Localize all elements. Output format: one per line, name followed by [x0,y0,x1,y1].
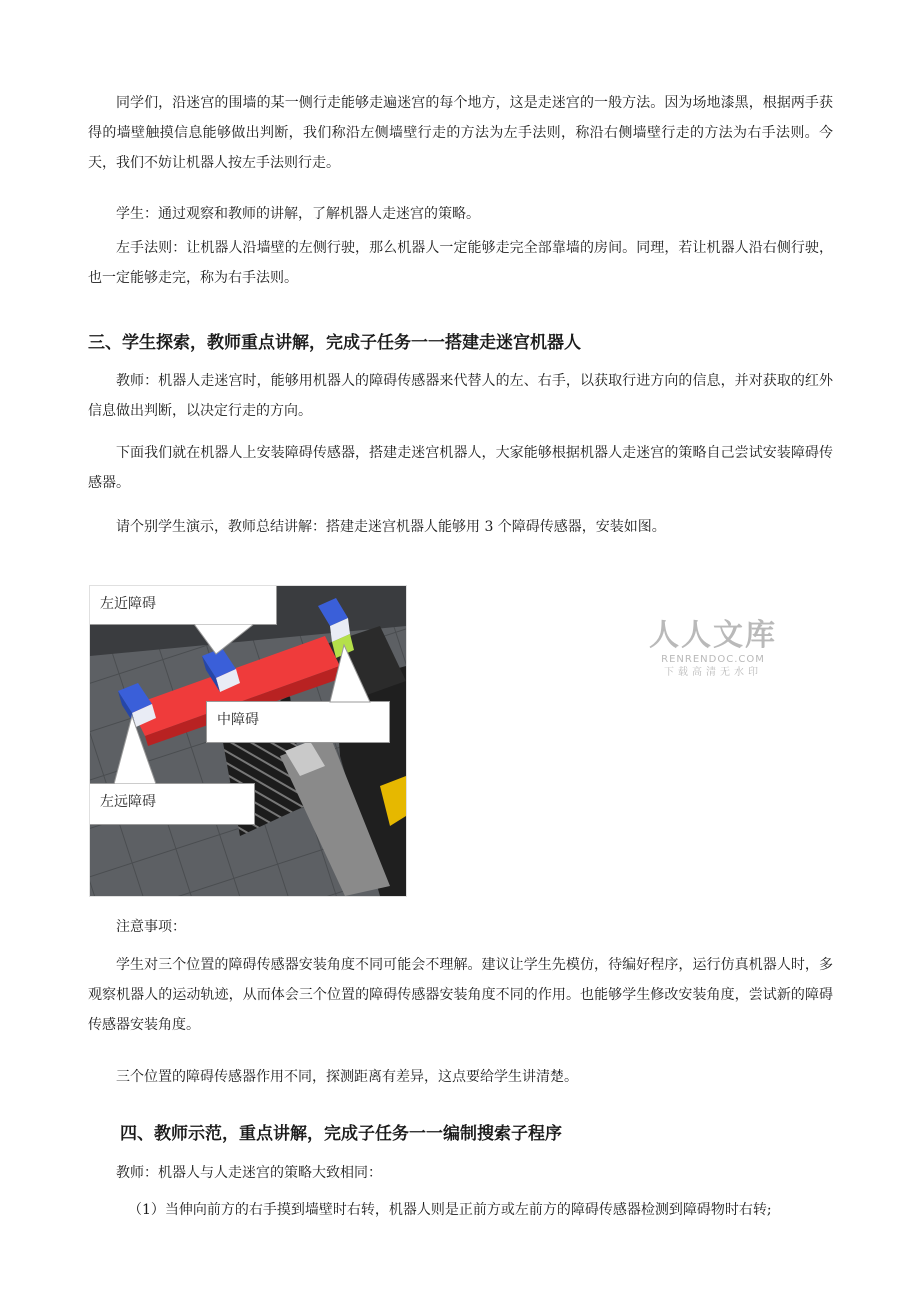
paragraph-step-1: （1）当伸向前方的右手摸到墙壁时右转，机器人则是正前方或左前方的障碍传感器检测到障碍物时右转; [128,1202,772,1218]
paragraph-student-observe: 学生：通过观察和教师的讲解，了解机器人走迷宫的策略。 [116,206,480,222]
section-heading-4: 四、教师示范，重点讲解，完成子任务一一编制搜索子程序 [120,1124,562,1144]
watermark-title: 人人文库 [649,618,777,653]
paragraph-teacher-sensors: 教师：机器人走迷宫时，能够用机器人的障碍传感器来代替人的左、右手，以获取行进方向的信息，并对获取的红外信息做出判断，以决定行走的方向。 [88,373,833,419]
label-left-far-obstacle: 左远障碍 [100,794,156,810]
paragraph-teacher-strategy: 教师：机器人与人走迷宫的策略大致相同： [116,1165,382,1181]
paragraph-maze-method: 同学们，沿迷宫的围墙的某一侧行走能够走遍迷宫的每个地方，这是走迷宫的一般方法。因为场地漆黑，根据两手获得的墙壁触摸信息能够做出判断，我们称沿左侧墙壁行走的方法为左手法则，称沿右侧墙壁行走的方法为右手法则。今天，我们不妨让机器人按左手法则行走。 [88,95,833,171]
callout-pointer-left-far [108,714,158,784]
watermark [648,618,778,680]
callout-middle [206,701,390,743]
label-middle-obstacle: 中障碍 [217,712,259,728]
callout-left-far [89,783,255,825]
callout-left-near [89,585,277,625]
callout-pointer-left-near [194,624,254,656]
paragraph-demo-three-sensors: 请个别学生演示，教师总结讲解：搭建走迷宫机器人能够用 3 个障碍传感器，安装如图。 [116,519,666,535]
watermark-tagline: 下载高清无水印 [664,667,762,678]
paragraph-notes-distance: 三个位置的障碍传感器作用不同，探测距离有差异，这点要给学生讲清楚。 [116,1069,578,1085]
paragraph-notes-angle: 学生对三个位置的障碍传感器安装角度不同可能会不理解。建议让学生先模仿，待编好程序，运行仿真机器人时，多观察机器人的运动轨迹，从而体会三个位置的障碍传感器安装角度不同的作用。也能够学生修改安装角度，尝试新的障碍传感器安装角度。 [88,957,833,1033]
callout-pointer-middle [316,643,376,703]
paragraph-notes-title: 注意事项： [116,919,186,935]
paragraph-left-hand-rule: 左手法则：让机器人沿墙壁的左侧行驶，那么机器人一定能够走完全部靠墙的房间。同理，若让机器人沿右侧行驶，也一定能够走完，称为右手法则。 [88,240,833,286]
label-left-near-obstacle: 左近障碍 [100,596,156,612]
section-heading-3: 三、学生探索，教师重点讲解，完成子任务一一搭建走迷宫机器人 [88,333,581,353]
robot-sensor-figure [89,585,407,897]
paragraph-install-sensors: 下面我们就在机器人上安装障碍传感器，搭建走迷宫机器人，大家能够根据机器人走迷宫的策略自己尝试安装障碍传感器。 [88,445,833,491]
watermark-url: RENRENDOC.COM [661,654,765,665]
